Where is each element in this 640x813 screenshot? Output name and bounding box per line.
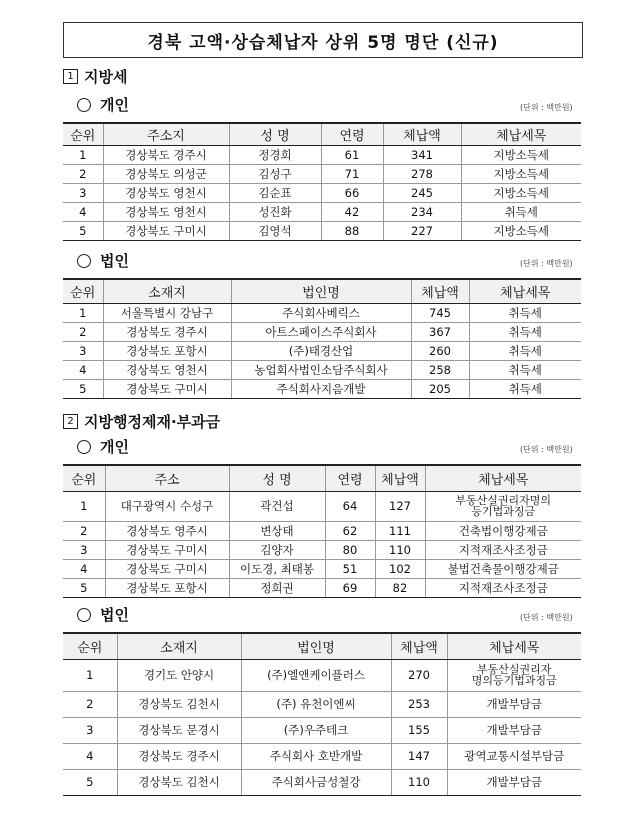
table-cell: 2	[63, 164, 103, 183]
table-cell: 2	[63, 322, 103, 341]
table-cell: 88	[321, 221, 383, 240]
table-cell: 51	[325, 559, 375, 578]
table-cell: 아트스페이스주식회사	[231, 322, 411, 341]
table-cell: 5	[63, 379, 103, 398]
table-row	[63, 379, 581, 398]
circle-bullet-icon	[77, 98, 91, 112]
unit-label: (단위 : 백만원)	[520, 259, 573, 268]
table-cell: 155	[391, 717, 447, 743]
table-cell: 1	[63, 303, 103, 322]
table-cell: 69	[325, 578, 375, 597]
circle-bullet-icon	[77, 254, 91, 268]
table-cell: 경상북도 김천시	[117, 769, 241, 795]
table-cell: 5	[63, 769, 117, 795]
table-admin-charges-corporations	[63, 632, 581, 796]
table-cell: 1	[63, 491, 105, 521]
subsection-label: 법인	[100, 252, 129, 270]
table-cell: 61	[321, 145, 383, 164]
table-cell: 260	[411, 341, 469, 360]
table-cell: 경상북도 경주시	[117, 743, 241, 769]
column-header: 성 명	[229, 123, 321, 145]
unit-label: (단위 : 백만원)	[520, 613, 573, 622]
column-header: 순위	[63, 633, 117, 659]
table-cell: 지적재조사조정금	[425, 540, 581, 559]
column-header: 주소지	[103, 123, 229, 145]
column-header: 체납세목	[461, 123, 581, 145]
column-header: 주소	[105, 465, 229, 491]
section-number-box: 2	[63, 414, 78, 429]
table-cell: 2	[63, 521, 105, 540]
column-header: 법인명	[241, 633, 391, 659]
table-cell: 270	[391, 659, 447, 691]
table-cell: 227	[383, 221, 461, 240]
table-cell: 2	[63, 691, 117, 717]
table-row	[63, 164, 581, 183]
unit-label: (단위 : 백만원)	[520, 445, 573, 454]
table-cell: 농업회사법인소담주식회사	[231, 360, 411, 379]
table-cell: 경상북도 영천시	[103, 183, 229, 202]
table-cell: 111	[375, 521, 425, 540]
table-cell: 경상북도 구미시	[105, 559, 229, 578]
table-cell: 서울특별시 강남구	[103, 303, 231, 322]
subsection-heading	[63, 436, 129, 457]
circle-bullet-icon	[77, 608, 91, 622]
table-cell: 주식회사 호반개발	[241, 743, 391, 769]
table-cell: 성진화	[229, 202, 321, 221]
table-cell: 127	[375, 491, 425, 521]
table-cell: 부동산실권리자명의 등기법과징금	[425, 491, 581, 521]
table-cell: 김순표	[229, 183, 321, 202]
subsection-label: 개인	[100, 438, 129, 456]
table-row	[63, 360, 581, 379]
page-title: 경북 고액·상습체납자 상위 5명 명단 (신규)	[63, 22, 583, 58]
table-row	[63, 521, 581, 540]
table-cell: 1	[63, 659, 117, 691]
table-cell: 745	[411, 303, 469, 322]
table-local-tax-individuals	[63, 122, 581, 241]
table-local-tax-corporations	[63, 278, 581, 399]
table-cell: 부동산실권리자 명의등기법과징금	[447, 659, 581, 691]
table-cell: 불법건축물이행강제금	[425, 559, 581, 578]
table-cell: 64	[325, 491, 375, 521]
table-cell: (주)태경산업	[231, 341, 411, 360]
column-header: 순위	[63, 279, 103, 303]
column-header: 연령	[325, 465, 375, 491]
column-header: 소재지	[103, 279, 231, 303]
table-cell: 경상북도 경주시	[103, 322, 231, 341]
table-cell: 건축법이행강제금	[425, 521, 581, 540]
column-header: 순위	[63, 465, 105, 491]
table-cell: 개발부담금	[447, 691, 581, 717]
table-cell: (주) 유천이엔씨	[241, 691, 391, 717]
table-header-row	[63, 279, 581, 303]
table-cell: 취득세	[469, 341, 581, 360]
column-header: 체납세목	[447, 633, 581, 659]
table-cell: 취득세	[469, 322, 581, 341]
column-header: 소재지	[117, 633, 241, 659]
table-cell: 110	[375, 540, 425, 559]
table-cell: 경상북도 구미시	[105, 540, 229, 559]
section-label: 지방행정제재·부과금	[84, 413, 221, 431]
unit-label: (단위 : 백만원)	[520, 103, 573, 112]
section-label: 지방세	[84, 68, 128, 86]
table-cell: 변상태	[229, 521, 325, 540]
table-cell: 341	[383, 145, 461, 164]
table-cell: 취득세	[469, 360, 581, 379]
table-row	[63, 221, 581, 240]
table-row	[63, 659, 581, 691]
column-header: 체납액	[375, 465, 425, 491]
table-row	[63, 691, 581, 717]
table-cell: 경상북도 포항시	[105, 578, 229, 597]
table-row	[63, 743, 581, 769]
table-cell: 김영석	[229, 221, 321, 240]
table-cell: 234	[383, 202, 461, 221]
table-cell: (주)우주테크	[241, 717, 391, 743]
table-row	[63, 559, 581, 578]
table-cell: 3	[63, 717, 117, 743]
subsection-heading	[63, 250, 129, 271]
table-admin-charges-individuals	[63, 464, 581, 598]
table-cell: 4	[63, 743, 117, 769]
table-cell: 정희권	[229, 578, 325, 597]
table-cell: 취득세	[469, 303, 581, 322]
table-cell: 주식회사베릭스	[231, 303, 411, 322]
table-cell: 경상북도 경주시	[103, 145, 229, 164]
table-row	[63, 769, 581, 795]
table-cell: 취득세	[469, 379, 581, 398]
table-row	[63, 341, 581, 360]
table-row	[63, 491, 581, 521]
column-header: 체납세목	[469, 279, 581, 303]
table-cell: 개발부담금	[447, 769, 581, 795]
table-cell: 82	[375, 578, 425, 597]
table-cell: 3	[63, 341, 103, 360]
table-cell: 80	[325, 540, 375, 559]
section-heading-administrative-charges	[63, 411, 220, 432]
table-header-row	[63, 123, 581, 145]
table-cell: 경상북도 의성군	[103, 164, 229, 183]
table-cell: 지방소득세	[461, 221, 581, 240]
column-header: 체납액	[391, 633, 447, 659]
table-cell: 253	[391, 691, 447, 717]
subsection-label: 개인	[100, 96, 129, 114]
table-cell: 지방소득세	[461, 183, 581, 202]
table-cell: 4	[63, 360, 103, 379]
table-header-row	[63, 465, 581, 491]
table-cell: 1	[63, 145, 103, 164]
table-cell: 5	[63, 221, 103, 240]
table-cell: 경상북도 영천시	[103, 360, 231, 379]
table-cell: 김양자	[229, 540, 325, 559]
table-cell: 102	[375, 559, 425, 578]
table-cell: 5	[63, 578, 105, 597]
column-header: 연령	[321, 123, 383, 145]
table-cell: 경상북도 영주시	[105, 521, 229, 540]
table-cell: 경기도 안양시	[117, 659, 241, 691]
table-cell: 이도경, 최태봉	[229, 559, 325, 578]
table-cell: 3	[63, 183, 103, 202]
table-cell: 258	[411, 360, 469, 379]
table-cell: 경상북도 구미시	[103, 379, 231, 398]
column-header: 체납세목	[425, 465, 581, 491]
table-cell: 경상북도 문경시	[117, 717, 241, 743]
table-row	[63, 322, 581, 341]
table-cell: 광역교통시설부담금	[447, 743, 581, 769]
table-cell: 주식회사금성철강	[241, 769, 391, 795]
subsection-label: 법인	[100, 606, 129, 624]
table-cell: 개발부담금	[447, 717, 581, 743]
section-number-box: 1	[63, 69, 78, 84]
table-cell: 경상북도 포항시	[103, 341, 231, 360]
table-cell: 김성구	[229, 164, 321, 183]
table-header-row	[63, 633, 581, 659]
table-cell: 4	[63, 202, 103, 221]
table-cell: 정경희	[229, 145, 321, 164]
table-cell: 245	[383, 183, 461, 202]
table-row	[63, 183, 581, 202]
table-cell: 곽건섭	[229, 491, 325, 521]
table-cell: 취득세	[461, 202, 581, 221]
table-cell: 66	[321, 183, 383, 202]
table-row	[63, 145, 581, 164]
column-header: 체납액	[383, 123, 461, 145]
table-cell: 경상북도 김천시	[117, 691, 241, 717]
column-header: 순위	[63, 123, 103, 145]
table-cell: 대구광역시 수성구	[105, 491, 229, 521]
table-cell: 주식회사지음개발	[231, 379, 411, 398]
table-row	[63, 202, 581, 221]
table-cell: 지방소득세	[461, 164, 581, 183]
table-cell: 지적재조사조정금	[425, 578, 581, 597]
table-row	[63, 303, 581, 322]
table-cell: (주)엘앤케이플러스	[241, 659, 391, 691]
table-cell: 205	[411, 379, 469, 398]
table-cell: 42	[321, 202, 383, 221]
subsection-heading	[63, 94, 129, 115]
section-heading-local-tax	[63, 66, 127, 87]
subsection-heading	[63, 604, 129, 625]
table-cell: 71	[321, 164, 383, 183]
column-header: 체납액	[411, 279, 469, 303]
table-cell: 4	[63, 559, 105, 578]
circle-bullet-icon	[77, 440, 91, 454]
table-row	[63, 540, 581, 559]
table-cell: 147	[391, 743, 447, 769]
table-row	[63, 578, 581, 597]
table-cell: 지방소득세	[461, 145, 581, 164]
column-header: 법인명	[231, 279, 411, 303]
table-cell: 경상북도 구미시	[103, 221, 229, 240]
table-cell: 62	[325, 521, 375, 540]
table-cell: 367	[411, 322, 469, 341]
table-cell: 110	[391, 769, 447, 795]
table-cell: 경상북도 영천시	[103, 202, 229, 221]
column-header: 성 명	[229, 465, 325, 491]
table-row	[63, 717, 581, 743]
table-cell: 278	[383, 164, 461, 183]
table-cell: 3	[63, 540, 105, 559]
